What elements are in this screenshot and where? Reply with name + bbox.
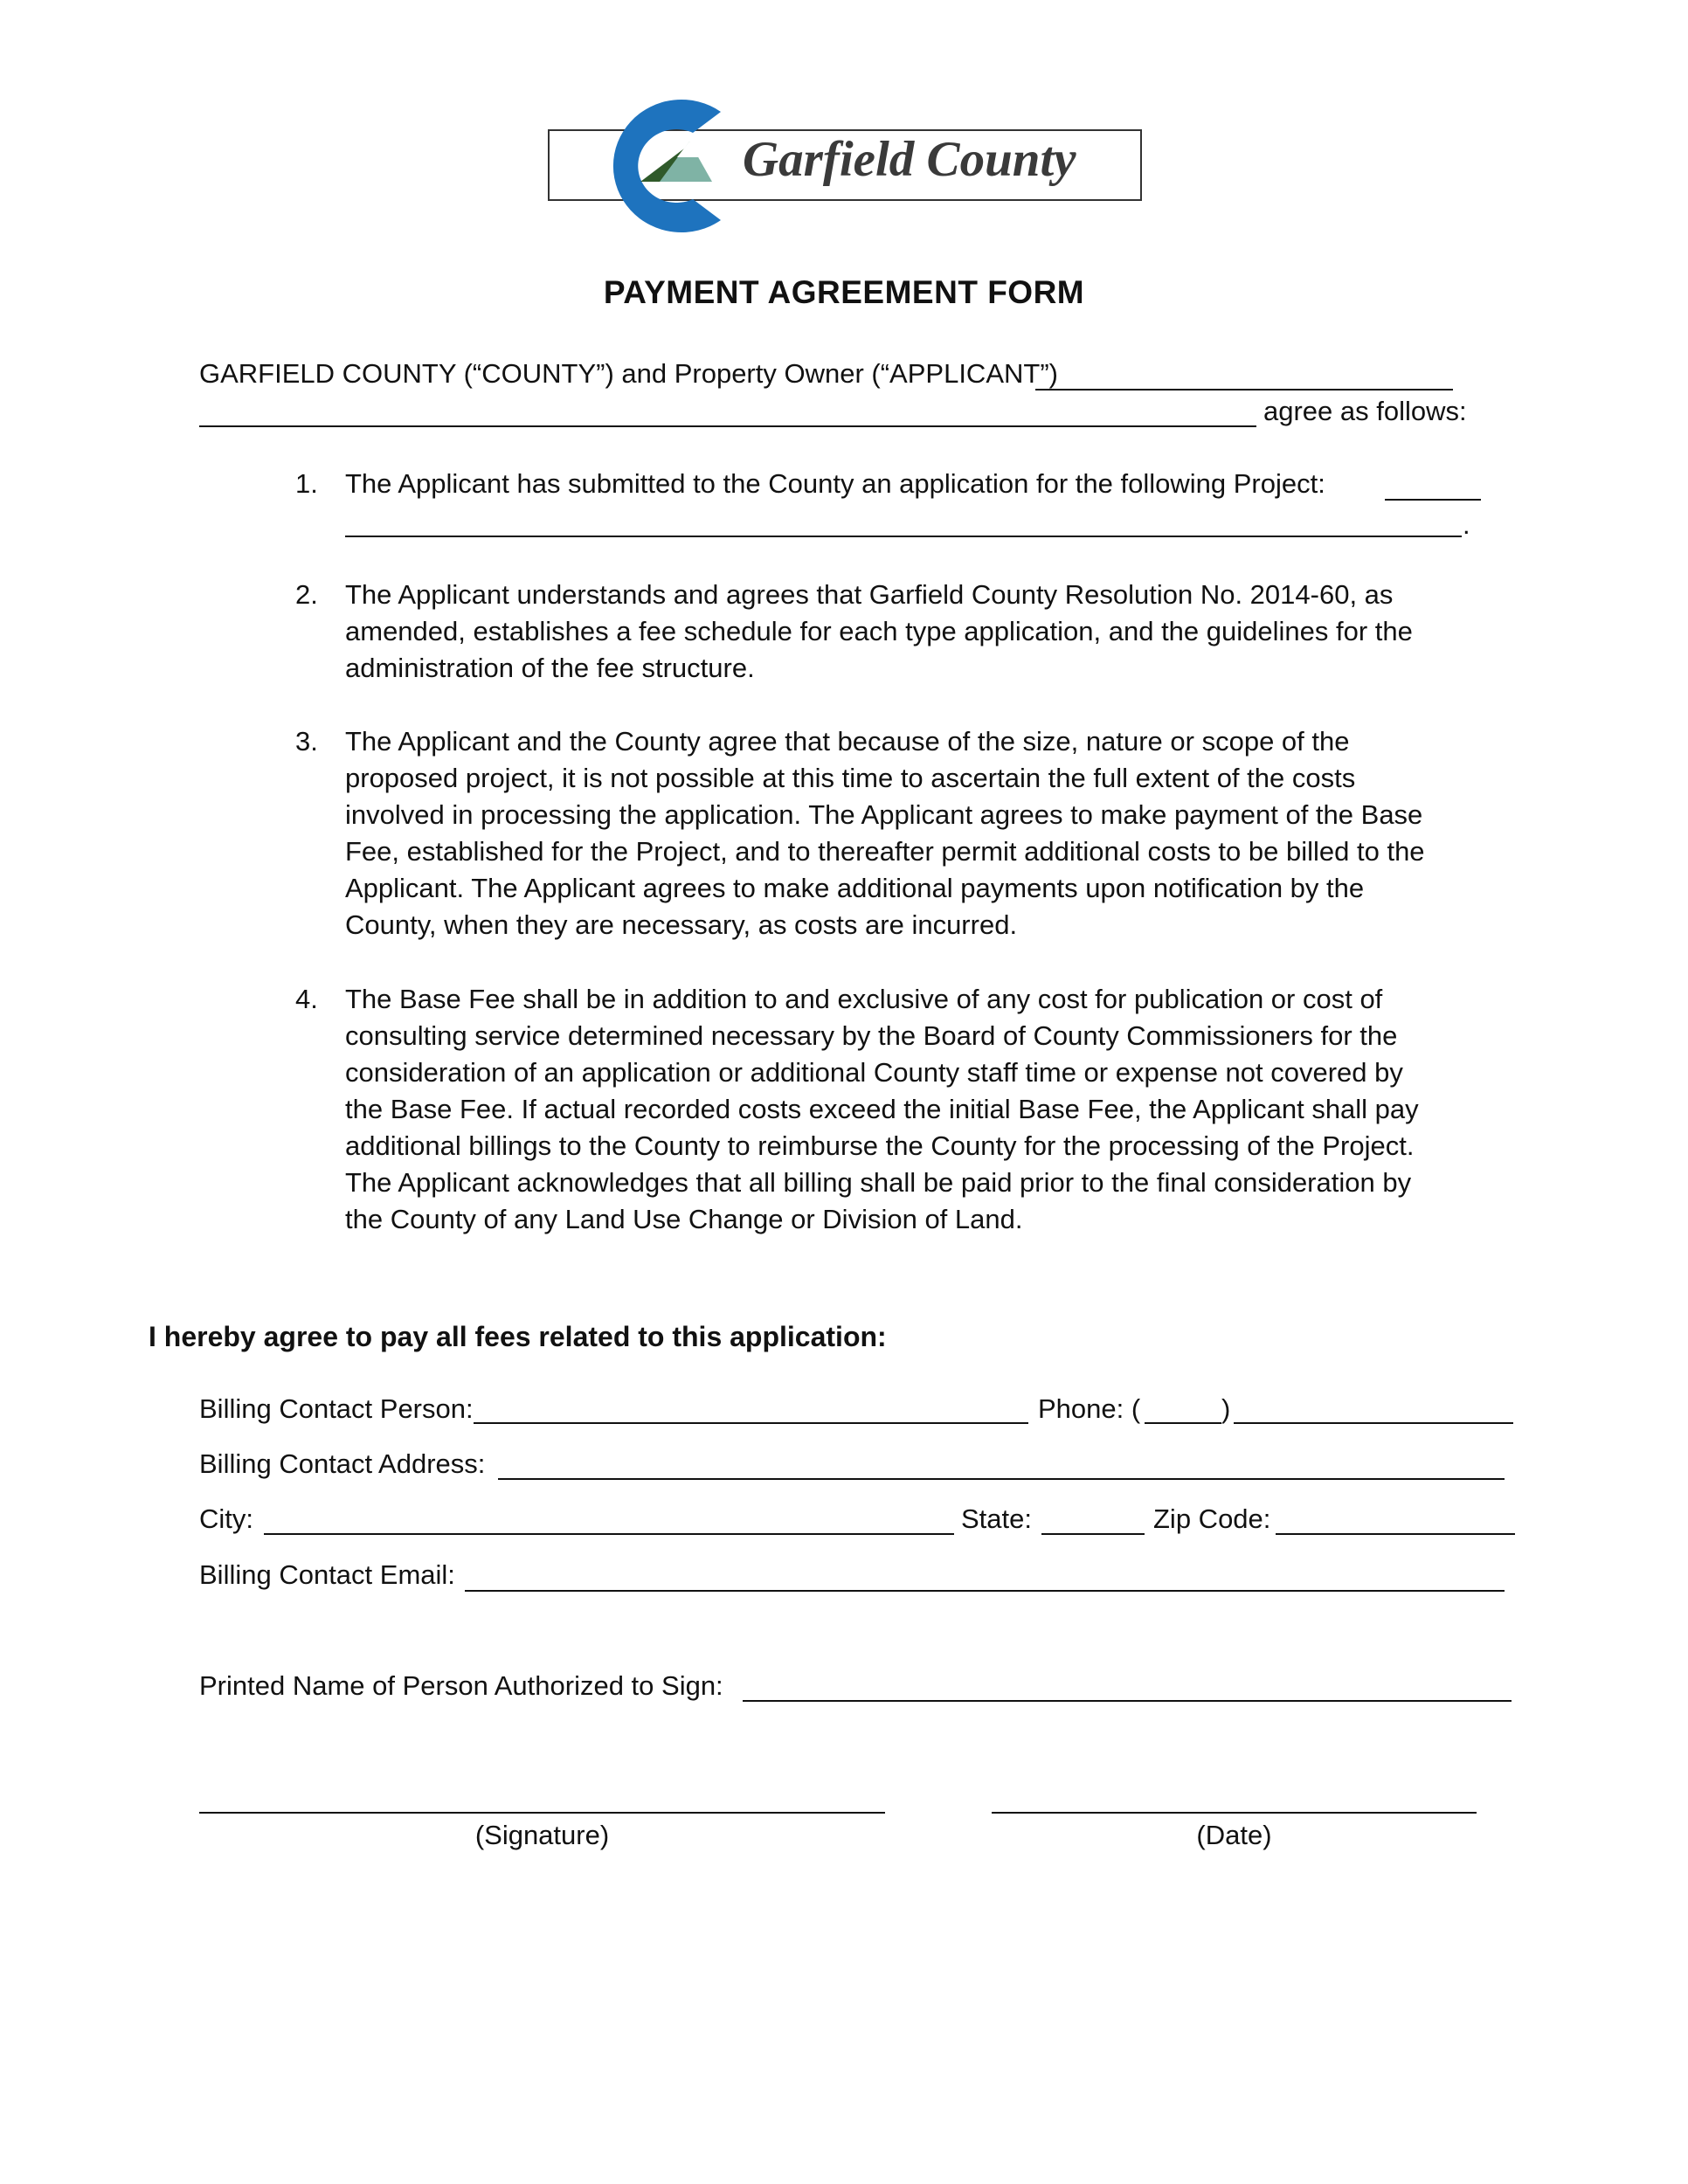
item-line: consideration of an application or additional County staff time or expense not covered by [345,1057,1403,1088]
item-4-text [345,981,1419,1238]
intro-suffix: agree as follows: [1263,396,1467,426]
phone-number-field[interactable] [1234,1422,1513,1424]
state-field[interactable] [1041,1533,1145,1535]
item-2-text [345,577,1413,687]
property-owner-name-field[interactable] [1035,389,1453,390]
zip-code-field[interactable] [1276,1533,1515,1535]
printed-name-label: Printed Name of Person Authorized to Sign: [199,1670,723,1701]
form-title: PAYMENT AGREEMENT FORM [603,274,1085,310]
date-field[interactable] [992,1812,1477,1814]
item-line: amended, establishes a fee schedule for each type application, and the guidelines for the [345,616,1413,646]
item-number: 3. [295,726,318,757]
item-line: proposed project, it is not possible at this time to ascertain the full extent of the costs [345,763,1356,793]
phone-label: Phone: ( [1038,1393,1141,1424]
item-line: Applicant. The Applicant agrees to make additional payments upon notification by the [345,873,1365,903]
zip-code-label: Zip Code: [1153,1503,1271,1534]
project-name-field[interactable] [1385,499,1481,501]
item-line: additional billings to the County to reimburse the County for the processing of the Project. [345,1130,1415,1161]
billing-contact-person-field[interactable] [474,1422,1028,1424]
item-line: County, when they are necessary, as costs are incurred. [345,909,1018,940]
logo-wordmark: Garfield County [743,132,1076,187]
billing-contact-person-label: Billing Contact Person: [199,1393,474,1424]
date-caption: (Date) [1196,1820,1272,1850]
item-line: The Applicant understands and agrees that Garfield County Resolution No. 2014-60, as [345,579,1394,610]
item-line: The Base Fee shall be in addition to and exclusive of any cost for publication or cost of [345,984,1383,1014]
state-label: State: [961,1503,1032,1534]
item-line: the County of any Land Use Change or Division of Land. [345,1204,1023,1234]
phone-paren-close: ) [1221,1393,1231,1424]
agreement-heading: I hereby agree to pay all fees related to this application: [149,1321,887,1352]
item-3-text [345,723,1425,943]
project-name-field-continued[interactable] [345,536,1462,537]
item-number: 4. [295,984,318,1014]
item-line: Fee, established for the Project, and to thereafter permit additional costs to be billed to the [345,836,1425,867]
county-c-mountain-icon [590,96,738,236]
item-line: administration of the fee structure. [345,653,755,683]
printed-name-field[interactable] [743,1700,1512,1702]
signature-caption: (Signature) [474,1820,610,1850]
billing-contact-email-label: Billing Contact Email: [199,1559,455,1590]
intro-line: GARFIELD COUNTY (“COUNTY”) and Property Owner (“APPLICANT”) [199,358,1058,389]
item-number: 2. [295,579,318,610]
item-line: The Applicant acknowledges that all billing shall be paid prior to the final consideration by [345,1167,1412,1198]
item-line: consulting service determined necessary by the Board of County Commissioners for the [345,1020,1398,1051]
city-label: City: [199,1503,253,1534]
billing-contact-address-field[interactable] [498,1478,1505,1480]
signature-field[interactable] [199,1812,885,1814]
item-line: The Applicant and the County agree that because of the size, nature or scope of the [345,726,1350,757]
item-number: 1. [295,468,318,499]
city-field[interactable] [264,1533,954,1535]
billing-contact-address-label: Billing Contact Address: [199,1448,486,1479]
property-owner-name-field-continued[interactable] [199,425,1256,427]
item-1-period: . [1463,509,1470,540]
item-line: involved in processing the application. The Applicant agrees to make payment of the Base [345,799,1423,830]
item-line: the Base Fee. If actual recorded costs exceed the initial Base Fee, the Applicant shall pay [345,1094,1419,1124]
item-1-text: The Applicant has submitted to the County an application for the following Project: [345,468,1325,499]
billing-contact-email-field[interactable] [465,1590,1505,1592]
phone-area-code-field[interactable] [1145,1422,1221,1424]
